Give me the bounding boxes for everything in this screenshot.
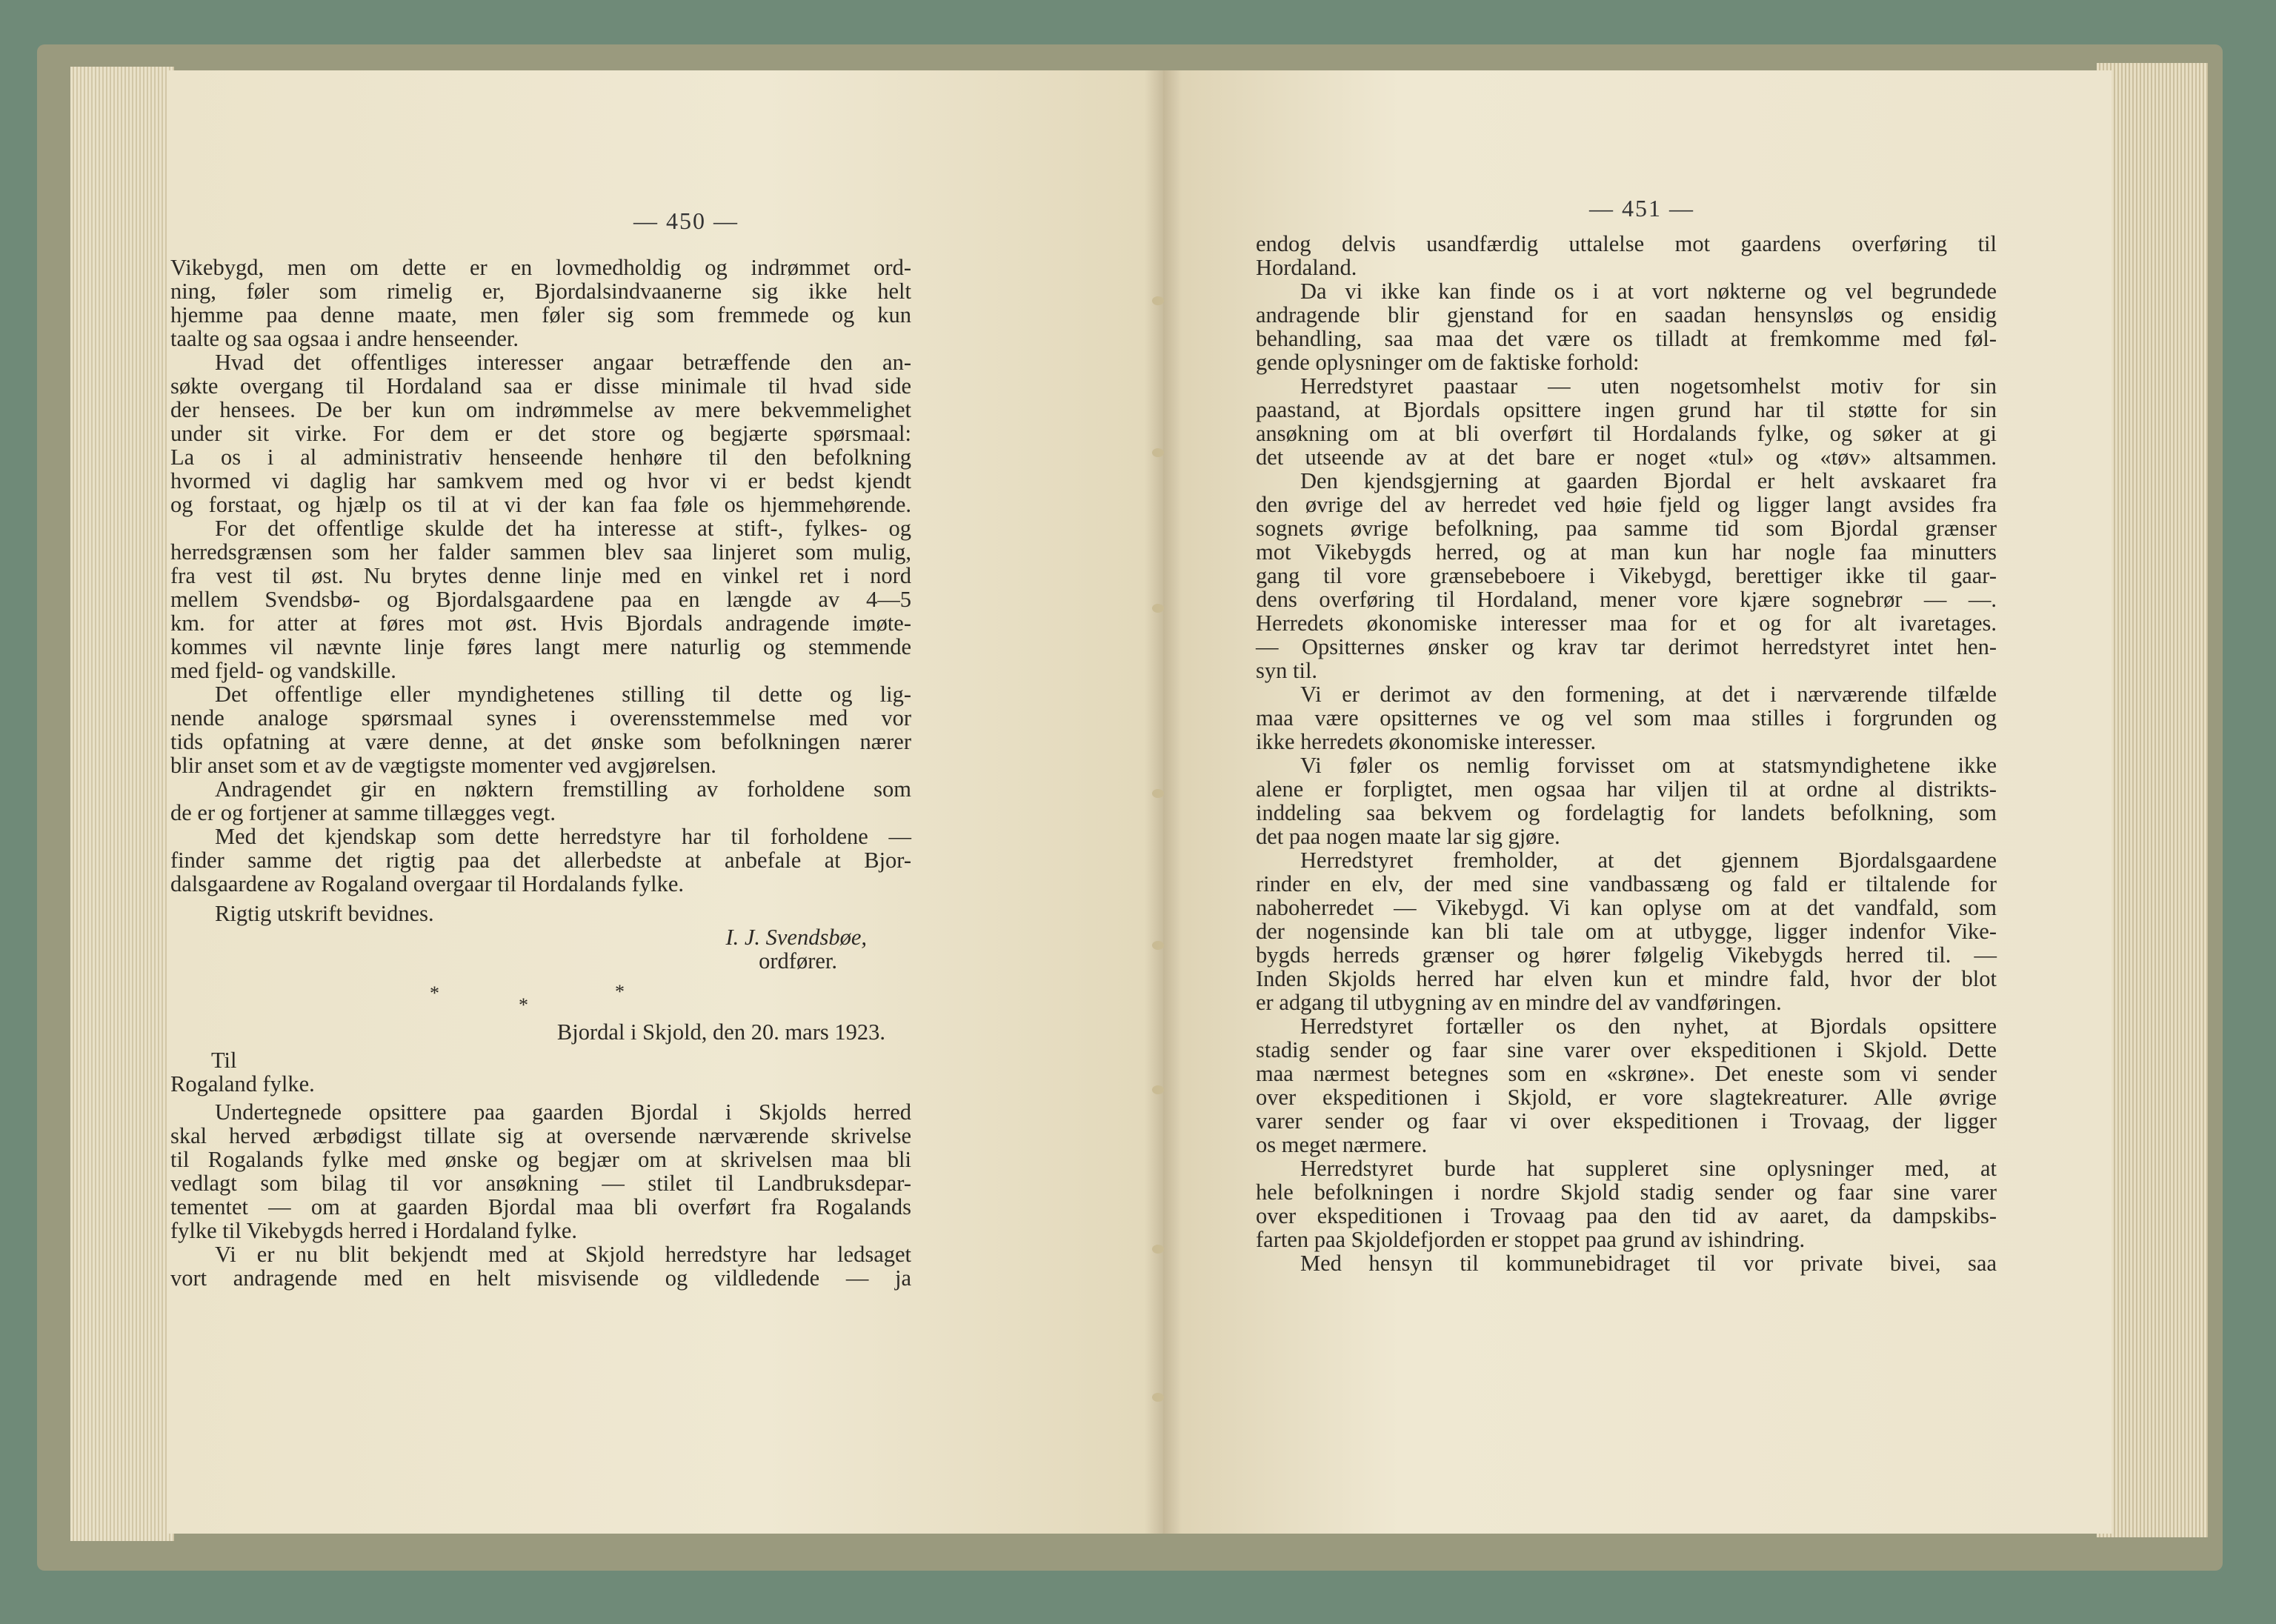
text-line: hele befolkningen i nordre Skjold stadig sender og faar sine varer xyxy=(1256,1179,1997,1205)
text-line: maa være opsitternes ve og vel som maa stilles i forgrunden og xyxy=(1256,705,1997,731)
binding-stitch xyxy=(1152,1393,1164,1402)
text-line: naboherredet — Vikebygd. Vi kan oplyse om at det vandfald, som xyxy=(1256,895,1997,920)
text-line: tementet — om at gaarden Bjordal maa bli overført fra Rogalands xyxy=(170,1194,911,1219)
text-line: er adgang til utbygning av en mindre del av vandføringen. xyxy=(1256,990,1782,1015)
text-line: hjemme paa denne maate, men føler sig som fremmede og kun xyxy=(170,302,911,327)
left-page xyxy=(167,70,1163,1534)
binding-stitch xyxy=(1152,789,1164,798)
text-line: den øvrige del av herredet ved høie fjeld og ligger langt avsides fra xyxy=(1256,492,1997,517)
separator-star: * xyxy=(430,982,439,1004)
text-line: Inden Skjolds herred har elven kun et mindre fald, hvor der blot xyxy=(1256,966,1997,991)
section-separator xyxy=(170,973,911,1020)
text-line: For det offentlige skulde det ha interesse at stift-, fylkes- og xyxy=(215,516,911,541)
text-line: Med det kjendskap som dette herredstyre har til forholdene — xyxy=(215,824,911,849)
binding-stitch xyxy=(1152,296,1164,305)
text-line: Herredstyret fremholder, at det gjennem Bjordalsgaardene xyxy=(1300,848,1997,873)
text-line: Herredstyret burde hat suppleret sine oplysninger med, at xyxy=(1300,1156,1997,1181)
text-line: tids opfatning at være denne, at det ønske som befolkningen nærer xyxy=(170,729,911,754)
text-line: der hensees. De ber kun om indrømmelse av mere bekvemmelighet xyxy=(170,397,911,422)
text-line: dalsgaardene av Rogaland overgaar til Hordalands fylke. xyxy=(170,871,685,896)
text-line: kommes vil nævnte linje føres langt mere naturlig og stemmende xyxy=(170,634,911,659)
text-line: mot Vikebygds herred, og at man kun har nogle faa minutters xyxy=(1256,539,1997,565)
text-line: skal herved ærbødigst tillate sig at oversende nærværende skrivelse xyxy=(170,1123,911,1148)
text-line: Undertegnede opsittere paa gaarden Bjordal i Skjolds herred xyxy=(215,1099,911,1125)
binding-stitch xyxy=(1152,941,1164,950)
text-line: Den kjendsgjerning at gaarden Bjordal er helt avskaaret fra xyxy=(1300,468,1997,493)
text-line: behandling, saa maa det være os tilladt at fremkomme med føl- xyxy=(1256,326,1997,351)
text-line: Andragendet gir en nøktern fremstilling av forholdene som xyxy=(215,776,911,802)
text-line: rinder en elv, der med sine vandbassæng og fald er tiltalende for xyxy=(1256,871,1997,896)
text-line: endog delvis usandfærdig uttalelse mot gaardens overføring til xyxy=(1256,231,1997,256)
page-edges-left xyxy=(70,67,174,1541)
text-line: gende oplysninger om de faktiske forhold: xyxy=(1256,350,1640,375)
text-line: fra vest til øst. Nu brytes denne linje med en vinkel ret i nord xyxy=(170,563,911,588)
text-line: km. for atter at føres mot øst. Hvis Bjordals andragende imøte- xyxy=(170,610,911,636)
text-line: det paa nogen maate lar sig gjøre. xyxy=(1256,824,1560,849)
text-line: ning, føler som rimelig er, Bjordalsindvaanerne sig ikke helt xyxy=(170,279,911,304)
text-line: — Opsitternes ønsker og krav tar derimot herredstyret intet hen- xyxy=(1256,634,1997,659)
text-line: taalte og saa ogsaa i andre henseender. xyxy=(170,326,519,351)
text-line: over ekspeditionen i Skjold, er vore slagtekreaturer. Alle øvrige xyxy=(1256,1085,1997,1110)
text-line: de er og fortjener at samme tillægges vegt. xyxy=(170,800,556,825)
text-line: vort andragende med en helt misvisende og vildledende — ja xyxy=(170,1265,911,1291)
binding-stitch xyxy=(1152,1245,1164,1254)
text-line: nende analoge spørsmaal synes i overensstemmelse med vor xyxy=(170,705,911,731)
text-line: Vi er derimot av den formening, at det i nærværende tilfælde xyxy=(1300,682,1997,707)
text-line: mellem Svendsbø- og Bjordalsgaardene paa en længde av 4—5 xyxy=(170,587,911,612)
text-line: sognets øvrige befolkning, paa samme tid som Bjordal grænser xyxy=(1256,516,1997,541)
text-line: vedlagt som bilag til vor ansøkning — stilet til Landbruksdepar- xyxy=(170,1171,911,1196)
text-line: stadig sender og faar sine varer over ekspeditionen i Skjold. Dette xyxy=(1256,1037,1997,1062)
text-line: over ekspeditionen i Trovaag paa den tid av aaret, da dampskibs- xyxy=(1256,1203,1997,1228)
text-line: Hordaland. xyxy=(1256,255,1357,280)
text-line: inddeling saa bekvem og fordelagtig for landets befolkning, som xyxy=(1256,800,1997,825)
text-line: maa nærmest betegnes som en «skrøne». Det eneste som vi sender xyxy=(1256,1061,1997,1086)
right-page-text xyxy=(1256,232,1997,1275)
text-line: os meget nærmere. xyxy=(1256,1132,1428,1157)
text-line: søkte overgang til Hordaland saa er disse minimale til hvad side xyxy=(170,373,911,399)
letter-dateline: Bjordal i Skjold, den 20. mars 1923. xyxy=(556,1019,885,1045)
text-line: Da vi ikke kan finde os i at vort nøkterne og vel begrundede xyxy=(1300,279,1997,304)
text-line: ikke herredets økonomiske interesser. xyxy=(1256,729,1597,754)
certification-line: Rigtig utskrift bevidnes. xyxy=(215,901,434,926)
text-line: finder samme det rigtig paa det allerbedste at anbefale at Bjor- xyxy=(170,848,911,873)
binding-stitch xyxy=(1152,1085,1164,1094)
text-line: farten paa Skjoldefjorden er stoppet paa grund av ishindring. xyxy=(1256,1227,1806,1252)
text-line: Det offentlige eller myndighetenes stilling til dette og lig- xyxy=(215,682,911,707)
text-line: La os i al administrativ henseende henhøre til den befolkning xyxy=(170,445,911,470)
text-line: andragende blir gjenstand for en saadan hensynsløs og ensidig xyxy=(1256,302,1997,327)
text-line: Vi er nu blit bekjendt med at Skjold herredstyre har ledsaget xyxy=(215,1242,911,1267)
addressee-line: Rogaland fylke. xyxy=(170,1071,315,1096)
text-line: Herredets økonomiske interesser maa for et og for alt ivaretages. xyxy=(1256,610,1997,636)
binding-stitch xyxy=(1152,604,1164,613)
text-line: fylke til Vikebygds herred i Hordaland fylke. xyxy=(170,1218,577,1243)
text-line: Vi føler os nemlig forvisset om at statsmyndighetene ikke xyxy=(1300,753,1997,778)
text-line: syn til. xyxy=(1256,658,1318,683)
signature-name: I. J. Svendsbøe, xyxy=(725,925,867,950)
text-line: Med hensyn til kommunebidraget til vor private bivei, saa xyxy=(1300,1251,1997,1276)
text-line: der nogensinde kan bli tale om at utbygge, ligger indenfor Vike- xyxy=(1256,919,1997,944)
text-line: Herredstyret fortæller os den nyhet, at Bjordals opsittere xyxy=(1300,1014,1997,1039)
text-line: ansøkning om at bli overført til Hordalands fylke, og søker at gi xyxy=(1256,421,1997,446)
text-line: med fjeld- og vandskille. xyxy=(170,658,396,683)
addressee-line: Til xyxy=(211,1048,237,1073)
separator-star: * xyxy=(615,981,625,1002)
text-line: under sit virke. For dem er det store og begjærte spørsmaal: xyxy=(170,421,911,446)
text-line: det utseende av at det bare er noget «tul» og «tøv» altsammen. xyxy=(1256,445,1997,470)
text-line: Hvad det offentliges interesser angaar betræffende den an- xyxy=(215,350,911,375)
text-line: paastand, at Bjordals opsittere ingen grund har til støtte for sin xyxy=(1256,397,1997,422)
signature-title: ordfører. xyxy=(759,948,837,974)
text-line: Herredstyret paastaar — uten nogetsomhelst motiv for sin xyxy=(1300,373,1997,399)
text-line: til Rogalands fylke med ønske og begjær om at skrivelsen maa bli xyxy=(170,1147,911,1172)
text-line: hvormed vi daglig har samkvem med og hvor vi er bedst kjendt xyxy=(170,468,911,493)
text-line: alene er forpligtet, men ogsaa har viljen til at ordne al distrikts- xyxy=(1256,776,1997,802)
page-number-left: — 450 — xyxy=(633,207,739,234)
text-line: og forstaat, og hjælp os til at vi der kan faa føle os hjemmehørende. xyxy=(170,492,911,517)
binding-stitch xyxy=(1152,448,1164,457)
text-line: herredsgrænsen som her falder sammen blev saa linjeret som mulig, xyxy=(170,539,911,565)
text-line: bygds herreds grænser og hører følgelig Vikebygds herred til. — xyxy=(1256,942,1997,968)
text-line: gang til vore grænsebeboere i Vikebygd, berettiger ikke til gaar- xyxy=(1256,563,1997,588)
right-page xyxy=(1163,70,2112,1534)
text-line: Vikebygd, men om dette er en lovmedholdig og indrømmet ord- xyxy=(170,255,911,280)
text-line: dens overføring til Hordaland, mener vore kjære sognebrør — —. xyxy=(1256,587,1997,612)
page-number-right: — 451 — xyxy=(1589,195,1694,222)
separator-star: * xyxy=(519,994,528,1016)
left-page-text xyxy=(170,256,911,1290)
text-line: varer sender og faar vi over ekspeditionen i Trovaag, der ligger xyxy=(1256,1108,1997,1134)
page-edges-right xyxy=(2097,63,2208,1537)
text-line: blir anset som et av de vægtigste momenter ved avgjørelsen. xyxy=(170,753,716,778)
book-gutter xyxy=(1145,70,1182,1534)
